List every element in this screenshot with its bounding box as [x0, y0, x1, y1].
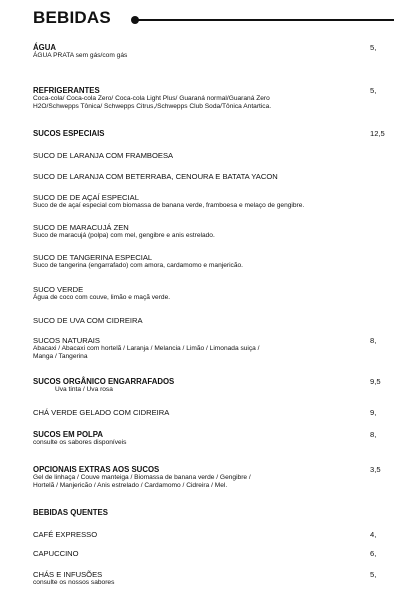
menu-item-name: SUCOS NATURAIS: [33, 336, 100, 345]
menu-item-description: consulte os nossos sabores: [33, 579, 115, 586]
menu-item-price: 9,: [370, 408, 377, 417]
menu-item-name: SUCO DE DE AÇAÍ ESPECIAL: [33, 193, 139, 202]
menu-item-price: 12,5: [370, 129, 385, 138]
menu-item-description: Coca-cola/ Coca-cola Zero/ Coca-cola Light Plus/ Guaraná normal/Guaraná Zero: [33, 95, 270, 102]
menu-item-price: 6,: [370, 549, 377, 558]
menu-item-name: SUCO DE MARACUJÁ ZEN: [33, 223, 129, 232]
menu-item-price: 5,: [370, 570, 377, 579]
menu-item-price: 8,: [370, 336, 377, 345]
menu-item: [33, 223, 383, 240]
menu-item-name: CAPUCCINO: [33, 549, 79, 558]
menu-item-price: 5,: [370, 86, 377, 95]
menu-item-description: consulte os sabores disponíveis: [33, 439, 127, 446]
menu-item-description: Hortelã / Manjericão / Anis estrelado / Cardamomo / Cidreira / Mel.: [33, 482, 228, 489]
menu-item: [33, 129, 383, 138]
menu-item-price: 9,5: [370, 377, 381, 386]
menu-item: [33, 253, 383, 270]
menu-item: [33, 408, 383, 417]
menu-item-name: CAFÉ EXPRESSO: [33, 530, 98, 539]
menu-item-description: Suco de maracujá (polpa) com mel, gengibre e anis estrelado.: [33, 232, 215, 239]
menu-item: [33, 151, 383, 160]
menu-item: [33, 86, 383, 111]
menu-item-description: Gel de linhaça / Couve manteiga / Biomassa de banana verde / Gengibre /: [33, 474, 251, 481]
menu-item: [33, 530, 383, 539]
menu-item-name: SUCO VERDE: [33, 285, 84, 294]
menu-item-name: SUCO DE LARANJA COM FRAMBOESA: [33, 151, 174, 160]
menu-item: [33, 193, 383, 210]
menu-item-name: OPCIONAIS EXTRAS AOS SUCOS: [33, 465, 160, 474]
page-title: BEBIDAS: [33, 8, 111, 27]
menu-item-name: CHÁS E INFUSÕES: [33, 570, 103, 579]
menu-item-description: ÁGUA PRATA sem gás/com gás: [33, 52, 128, 59]
menu-item-name: SUCOS EM POLPA: [33, 430, 104, 439]
menu-item: [33, 465, 383, 490]
menu-item: [33, 172, 383, 181]
menu-item: [33, 43, 383, 60]
menu-item-price: 3,5: [370, 465, 381, 474]
menu-item-price: 4,: [370, 530, 377, 539]
menu-item-description: Uva tinta / Uva rosa: [55, 386, 113, 393]
menu-item-description: Água de coco com couve, limão e maçã verde.: [33, 294, 171, 301]
menu-item: [33, 508, 383, 517]
menu-item-name: SUCOS ESPECIAIS: [33, 129, 105, 138]
menu-item-name: REFRIGERANTES: [33, 86, 100, 95]
menu-item-description: Suco de de açaí especial com biomassa de banana verde, framboesa e melaço de gengibre.: [33, 202, 305, 209]
menu-item-description: Abacaxi / Abacaxi com hortelã / Laranja / Melancia / Limão / Limonada suiça /: [33, 345, 260, 352]
header-rule: [137, 19, 394, 21]
menu-item-name: CHÁ VERDE GELADO COM CIDREIRA: [33, 408, 170, 417]
menu-item: [33, 336, 383, 361]
menu-item-name: SUCO DE UVA COM CIDREIRA: [33, 316, 143, 325]
menu-item-name: SUCO DE LARANJA COM BETERRABA, CENOURA E BATATA YACON: [33, 172, 278, 181]
menu-item: [33, 430, 383, 447]
menu-item: [33, 570, 383, 587]
menu-item-name: BEBIDAS QUENTES: [33, 508, 108, 517]
menu-item: [33, 316, 383, 325]
menu-item: [33, 285, 383, 302]
menu-item: [33, 377, 383, 394]
menu-item-name: SUCO DE TANGERINA ESPECIAL: [33, 253, 153, 262]
menu-item-description: Suco de tangerina (engarrafado) com amora, cardamomo e manjericão.: [33, 262, 244, 269]
menu-item-name: SUCOS ORGÂNICO ENGARRAFADOS: [33, 377, 175, 386]
menu-item: [33, 549, 383, 558]
menu-item-name: ÁGUA: [33, 43, 56, 52]
menu-item-description: H2O/Schwepps Tônica/ Schwepps Citrus,/Schwepps Club Soda/Tônica Antartica.: [33, 103, 272, 110]
menu-item-price: 8,: [370, 430, 377, 439]
menu-header: [33, 6, 393, 32]
menu-item-description: Manga / Tangerina: [33, 353, 88, 360]
menu-item-price: 5,: [370, 43, 377, 52]
